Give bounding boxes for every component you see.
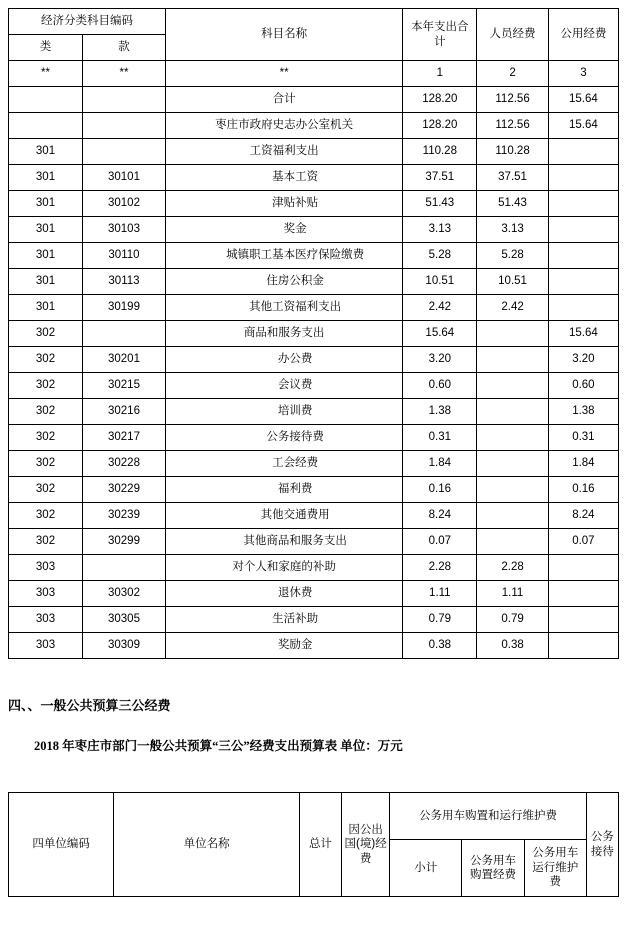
cell-kuan: 30216 (83, 399, 166, 425)
cell-kuan: 30239 (83, 503, 166, 529)
cell-personnel: 5.28 (477, 243, 548, 269)
cell-total: 1.38 (403, 399, 477, 425)
cell-personnel (477, 347, 548, 373)
gong-header-row-1 (9, 793, 619, 840)
cell-kuan: 30215 (83, 373, 166, 399)
cell-lei: 302 (9, 347, 83, 373)
cell-public (548, 243, 618, 269)
cell-name: 办公费 (165, 347, 402, 373)
cell-total: 2.42 (403, 295, 477, 321)
table-header-row-1 (9, 9, 619, 35)
cell-lei: 301 (9, 217, 83, 243)
cell-personnel (477, 425, 548, 451)
cell-public: 0.31 (548, 425, 618, 451)
cell-public: 8.24 (548, 503, 618, 529)
header-abroad-expense: 因公出国(境)经费 (342, 793, 390, 897)
colnum-kuan: ** (83, 61, 166, 87)
cell-kuan (83, 87, 166, 113)
header-subject-name: 科目名称 (165, 9, 402, 61)
cell-kuan (83, 113, 166, 139)
table-row (9, 113, 619, 139)
cell-lei: 301 (9, 243, 83, 269)
cell-personnel (477, 451, 548, 477)
cell-total: 3.20 (403, 347, 477, 373)
cell-name: 会议费 (165, 373, 402, 399)
cell-name: 工会经费 (165, 451, 402, 477)
cell-public: 1.38 (548, 399, 618, 425)
cell-kuan: 30302 (83, 581, 166, 607)
table-row (9, 477, 619, 503)
cell-lei: 303 (9, 555, 83, 581)
cell-personnel: 1.11 (477, 581, 548, 607)
table-row (9, 529, 619, 555)
cell-total: 15.64 (403, 321, 477, 347)
header-unit-code: 四单位编码 (9, 793, 114, 897)
cell-lei: 302 (9, 477, 83, 503)
header-lei: 类 (9, 35, 83, 61)
cell-kuan (83, 139, 166, 165)
table-row (9, 633, 619, 659)
cell-lei: 302 (9, 529, 83, 555)
table-row (9, 87, 619, 113)
cell-personnel: 112.56 (477, 113, 548, 139)
cell-name: 对个人和家庭的补助 (165, 555, 402, 581)
cell-total: 51.43 (403, 191, 477, 217)
cell-total: 5.28 (403, 243, 477, 269)
cell-public (548, 581, 618, 607)
cell-name: 奖励金 (165, 633, 402, 659)
cell-lei: 302 (9, 321, 83, 347)
cell-total: 2.28 (403, 555, 477, 581)
table-column-number-row (9, 61, 619, 87)
colnum-total: 1 (403, 61, 477, 87)
header-vehicle-subtotal: 小计 (390, 840, 462, 897)
cell-kuan: 30110 (83, 243, 166, 269)
cell-kuan: 30305 (83, 607, 166, 633)
cell-personnel: 37.51 (477, 165, 548, 191)
cell-name: 工资福利支出 (165, 139, 402, 165)
cell-lei: 303 (9, 607, 83, 633)
header-public: 公用经费 (548, 9, 618, 61)
table-caption: 2018 年枣庄市部门一般公共预算“三公”经费支出预算表 单位：万元 (34, 739, 403, 753)
cell-total: 0.31 (403, 425, 477, 451)
cell-name: 福利费 (165, 477, 402, 503)
cell-total: 0.79 (403, 607, 477, 633)
cell-total: 1.11 (403, 581, 477, 607)
cell-kuan: 30199 (83, 295, 166, 321)
header-kuan: 款 (83, 35, 166, 61)
header-reception: 公务接待 (586, 793, 618, 897)
table-row (9, 347, 619, 373)
table-row (9, 607, 619, 633)
header-unit-name: 单位名称 (114, 793, 300, 897)
colnum-public: 3 (548, 61, 618, 87)
budget-table-body (9, 9, 619, 659)
cell-personnel: 0.38 (477, 633, 548, 659)
header-grand-total: 总计 (299, 793, 341, 897)
cell-name: 奖金 (165, 217, 402, 243)
cell-public: 15.64 (548, 87, 618, 113)
three-public-table-body (9, 793, 619, 897)
table-row (9, 243, 619, 269)
cell-public (548, 633, 618, 659)
cell-lei: 302 (9, 451, 83, 477)
cell-lei: 302 (9, 399, 83, 425)
cell-lei: 301 (9, 165, 83, 191)
cell-total: 128.20 (403, 113, 477, 139)
cell-name: 城镇职工基本医疗保险缴费 (165, 243, 402, 269)
cell-name: 合计 (165, 87, 402, 113)
cell-lei: 303 (9, 581, 83, 607)
cell-lei: 302 (9, 425, 83, 451)
cell-public (548, 555, 618, 581)
cell-public (548, 165, 618, 191)
cell-public: 3.20 (548, 347, 618, 373)
cell-name: 公务接待费 (165, 425, 402, 451)
economic-classification-budget-table (8, 8, 619, 659)
cell-personnel: 2.28 (477, 555, 548, 581)
table-row (9, 191, 619, 217)
cell-lei: 303 (9, 633, 83, 659)
cell-public: 1.84 (548, 451, 618, 477)
cell-lei (9, 113, 83, 139)
header-year-total: 本年支出合计 (403, 9, 477, 61)
cell-kuan: 30229 (83, 477, 166, 503)
document-page (0, 8, 627, 930)
cell-name: 枣庄市政府史志办公室机关 (165, 113, 402, 139)
cell-lei: 301 (9, 191, 83, 217)
section-heading: 四、、一般公共预算三公经费 (8, 698, 171, 713)
cell-public: 0.60 (548, 373, 618, 399)
cell-public (548, 191, 618, 217)
cell-kuan: 30103 (83, 217, 166, 243)
cell-lei: 302 (9, 503, 83, 529)
header-econ-code: 经济分类科目编码 (9, 9, 166, 35)
table-row (9, 217, 619, 243)
cell-kuan (83, 555, 166, 581)
cell-kuan: 30113 (83, 269, 166, 295)
table-row (9, 165, 619, 191)
table-row (9, 139, 619, 165)
cell-total: 0.38 (403, 633, 477, 659)
cell-personnel (477, 477, 548, 503)
cell-kuan (83, 321, 166, 347)
cell-personnel: 0.79 (477, 607, 548, 633)
cell-name: 住房公积金 (165, 269, 402, 295)
cell-kuan: 30228 (83, 451, 166, 477)
table-row (9, 295, 619, 321)
cell-lei: 301 (9, 139, 83, 165)
cell-personnel (477, 503, 548, 529)
cell-total: 0.60 (403, 373, 477, 399)
cell-personnel: 3.13 (477, 217, 548, 243)
cell-personnel (477, 321, 548, 347)
table-row (9, 399, 619, 425)
header-vehicle-group: 公务用车购置和运行维护费 (390, 793, 587, 840)
cell-name: 生活补助 (165, 607, 402, 633)
cell-public (548, 295, 618, 321)
cell-name: 商品和服务支出 (165, 321, 402, 347)
cell-lei: 302 (9, 373, 83, 399)
header-vehicle-maintenance: 公务用车运行维护费 (524, 840, 586, 897)
cell-name: 其他商品和服务支出 (165, 529, 402, 555)
table-row (9, 425, 619, 451)
cell-kuan: 30217 (83, 425, 166, 451)
colnum-lei: ** (9, 61, 83, 87)
colnum-personnel: 2 (477, 61, 548, 87)
cell-kuan: 30299 (83, 529, 166, 555)
cell-name: 培训费 (165, 399, 402, 425)
cell-total: 8.24 (403, 503, 477, 529)
colnum-name: ** (165, 61, 402, 87)
cell-name: 退休费 (165, 581, 402, 607)
cell-name: 基本工资 (165, 165, 402, 191)
cell-public: 0.16 (548, 477, 618, 503)
cell-total: 128.20 (403, 87, 477, 113)
cell-kuan: 30101 (83, 165, 166, 191)
cell-public (548, 139, 618, 165)
cell-personnel: 10.51 (477, 269, 548, 295)
cell-lei: 301 (9, 295, 83, 321)
cell-public (548, 217, 618, 243)
table-row (9, 451, 619, 477)
cell-kuan: 30201 (83, 347, 166, 373)
cell-public (548, 607, 618, 633)
cell-name: 津贴补贴 (165, 191, 402, 217)
table-row (9, 373, 619, 399)
cell-total: 1.84 (403, 451, 477, 477)
cell-total: 0.16 (403, 477, 477, 503)
header-vehicle-purchase: 公务用车购置经费 (462, 840, 524, 897)
cell-lei: 301 (9, 269, 83, 295)
cell-personnel (477, 373, 548, 399)
table-row (9, 321, 619, 347)
cell-public: 15.64 (548, 113, 618, 139)
cell-lei (9, 87, 83, 113)
cell-total: 0.07 (403, 529, 477, 555)
cell-name: 其他工资福利支出 (165, 295, 402, 321)
cell-total: 37.51 (403, 165, 477, 191)
cell-kuan: 30309 (83, 633, 166, 659)
table-row (9, 503, 619, 529)
cell-personnel: 51.43 (477, 191, 548, 217)
cell-personnel: 2.42 (477, 295, 548, 321)
table-row (9, 581, 619, 607)
cell-kuan: 30102 (83, 191, 166, 217)
cell-total: 110.28 (403, 139, 477, 165)
cell-public: 0.07 (548, 529, 618, 555)
cell-public: 15.64 (548, 321, 618, 347)
cell-personnel (477, 529, 548, 555)
table-row (9, 555, 619, 581)
cell-total: 3.13 (403, 217, 477, 243)
cell-personnel: 112.56 (477, 87, 548, 113)
header-personnel: 人员经费 (477, 9, 548, 61)
cell-name: 其他交通费用 (165, 503, 402, 529)
table-row (9, 269, 619, 295)
cell-personnel (477, 399, 548, 425)
cell-total: 10.51 (403, 269, 477, 295)
cell-public (548, 269, 618, 295)
cell-personnel: 110.28 (477, 139, 548, 165)
three-public-expense-table (8, 792, 619, 897)
